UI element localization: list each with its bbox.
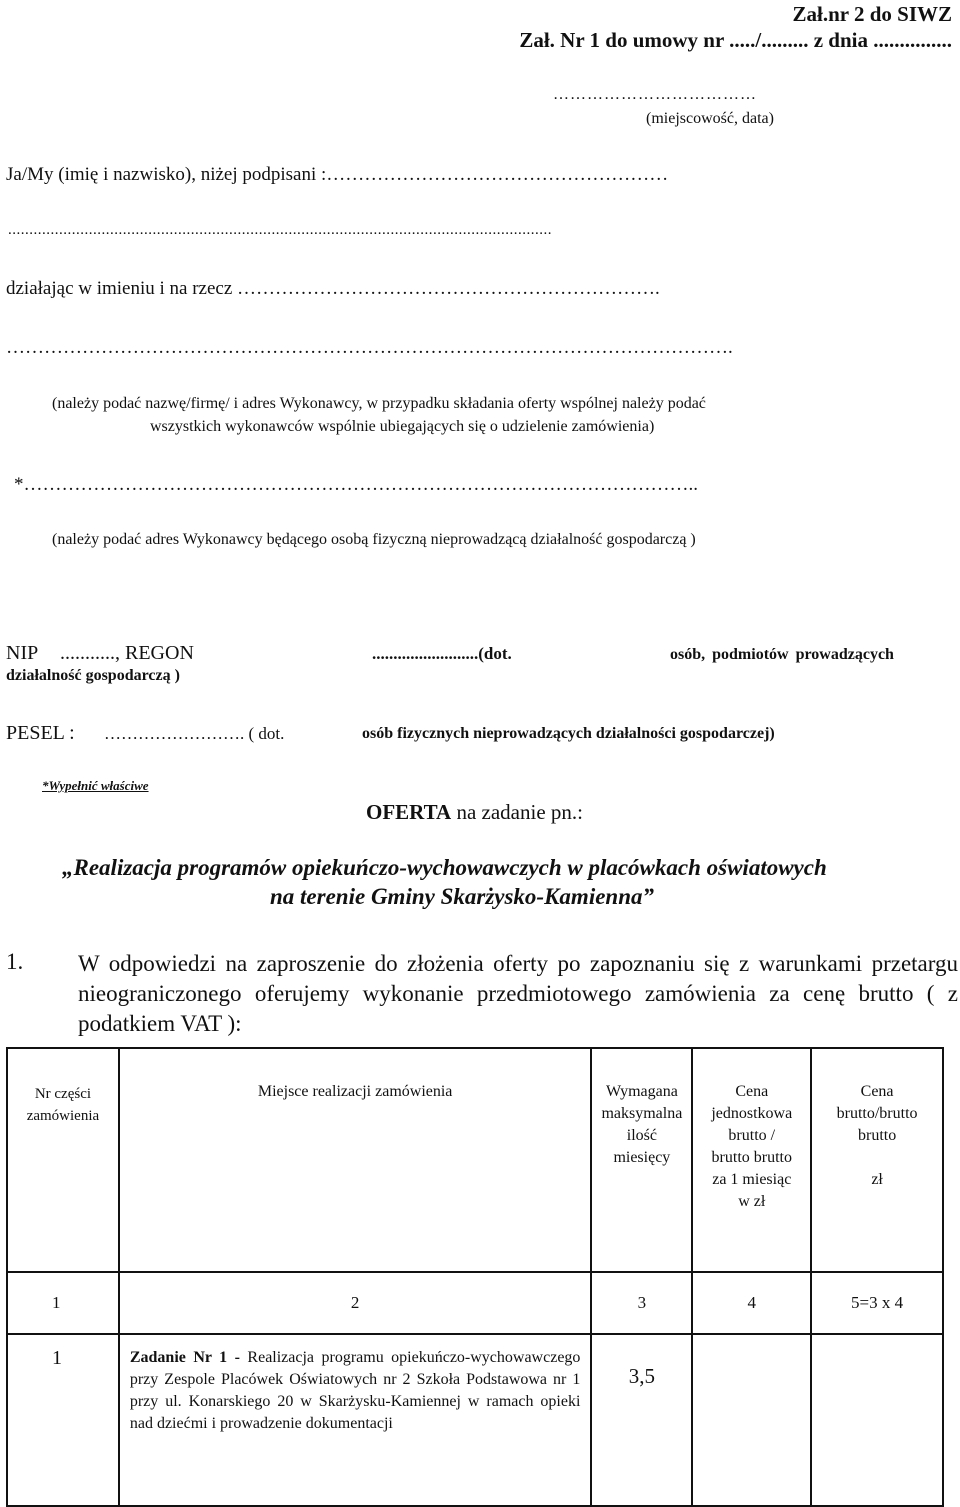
- table-number-row: [7, 1272, 943, 1334]
- paragraph-number: 1.: [6, 949, 24, 974]
- offer-paragraph: W odpowiedzi na zaproszenie do złożenia oferty po zapoznaniu się z warunkami przetargu nieograniczonego oferujemy wykonanie przedmiotowego zamówienia za cenę brutto ( z podatkiem VAT ):: [78, 951, 958, 1036]
- place-date-label: (miejscowość, data): [646, 110, 774, 127]
- header-total-price: [811, 1048, 943, 1272]
- place-date-dots: ………………………………: [553, 86, 757, 103]
- natural-person-note: (należy podać adres Wykonawcy będącego osobą fizyczną nieprowadzącą działalność gospodarczą ): [52, 531, 696, 548]
- row-task-bold: Zadanie Nr 1 -: [129, 1349, 240, 1366]
- header-location: [119, 1048, 592, 1272]
- column-number: 5=3 x 4: [811, 1272, 943, 1334]
- offer-price-table: [6, 1047, 944, 1507]
- column-number: 2: [119, 1272, 592, 1334]
- task-name-line-1: „Realizacja programów opiekuńczo-wychowawczych w placówkach oświatowych: [62, 855, 827, 880]
- column-number: 3: [591, 1272, 692, 1334]
- company-note-1: (należy podać nazwę/firmę/ i adres Wykonawcy, w przypadku składania oferty wspólnej należy podać: [52, 395, 706, 412]
- row-months: 3,5: [591, 1334, 692, 1506]
- header-total-price-text: Cena brutto/brutto brutto zł: [836, 1083, 918, 1188]
- offer-title: [366, 800, 583, 825]
- header-unit-price: [692, 1048, 811, 1272]
- row-unit-price[interactable]: [692, 1334, 811, 1506]
- nip-dots: ..........., REGON: [60, 642, 194, 664]
- table-row: [7, 1334, 943, 1506]
- star-line: *……………………………………………………………………………………………..: [14, 474, 698, 495]
- row-part-number: 1: [7, 1334, 119, 1506]
- nip-note-1: osób, podmiotów prowadzących: [670, 646, 894, 663]
- pesel-note: osób fizycznych nieprowadzących działalności gospodarczej): [362, 725, 775, 742]
- header-months-text: Wymagana maksymalna ilość miesięcy: [601, 1083, 683, 1166]
- names-dots: ................................................................................................................................: [8, 222, 552, 238]
- attachment-header: Zał.nr 2 do SIWZ: [792, 2, 952, 26]
- pesel-dots: ……………………. ( dot.: [104, 724, 285, 743]
- company-note-2: wszystkich wykonawców wspólnie ubiegających się o udzielenie zamówienia): [150, 418, 655, 435]
- regon-dots: .........................(dot.: [372, 644, 512, 663]
- column-number: 4: [692, 1272, 811, 1334]
- header-part-number-text: Nr części zamówienia: [26, 1086, 100, 1124]
- row-total-price[interactable]: [811, 1334, 943, 1506]
- header-unit-price-text: Cena jednostkowa brutto / brutto brutto za 1 miesiąc w zł: [711, 1083, 793, 1210]
- acting-label: działając w imieniu i na rzecz ………………………………………………………….: [6, 278, 660, 299]
- offer-title-rest: na zadanie pn.:: [451, 800, 583, 824]
- row-task-description: [119, 1334, 592, 1506]
- contract-reference: Zał. Nr 1 do umowy nr ...../......... z dnia ...............: [519, 28, 952, 52]
- header-location-text: Miejsce realizacji zamówienia: [257, 1083, 453, 1100]
- offer-title-bold: OFERTA: [366, 800, 452, 824]
- column-number: 1: [7, 1272, 119, 1334]
- task-name-line-2: na terenie Gminy Skarżysko-Kamienna”: [270, 884, 655, 909]
- nip-label: NIP: [6, 642, 39, 664]
- row-task-text: Realizacja programu opiekuńczo-wychowawczego przy Zespole Placówek Oświatowych nr 2 Szkoła Podstawowa nr 1 przy ul. Konarskiego 20 w Skarżysku-Kamiennej w ramach opieki nad dziećmi i prowadzenie dokumentacji: [129, 1349, 581, 1432]
- pesel-label: PESEL :: [6, 722, 75, 744]
- acting-dots: …………………………………………………………………………………………………….: [6, 337, 733, 358]
- header-months: [591, 1048, 692, 1272]
- names-label: Ja/My (imię i nazwisko), niżej podpisani :………………………………………………: [6, 164, 669, 185]
- table-header-row: [7, 1048, 943, 1272]
- header-part-number: [7, 1048, 119, 1272]
- nip-note-2: działalność gospodarczą ): [6, 667, 180, 684]
- fill-note: *Wypełnić właściwe: [42, 778, 149, 793]
